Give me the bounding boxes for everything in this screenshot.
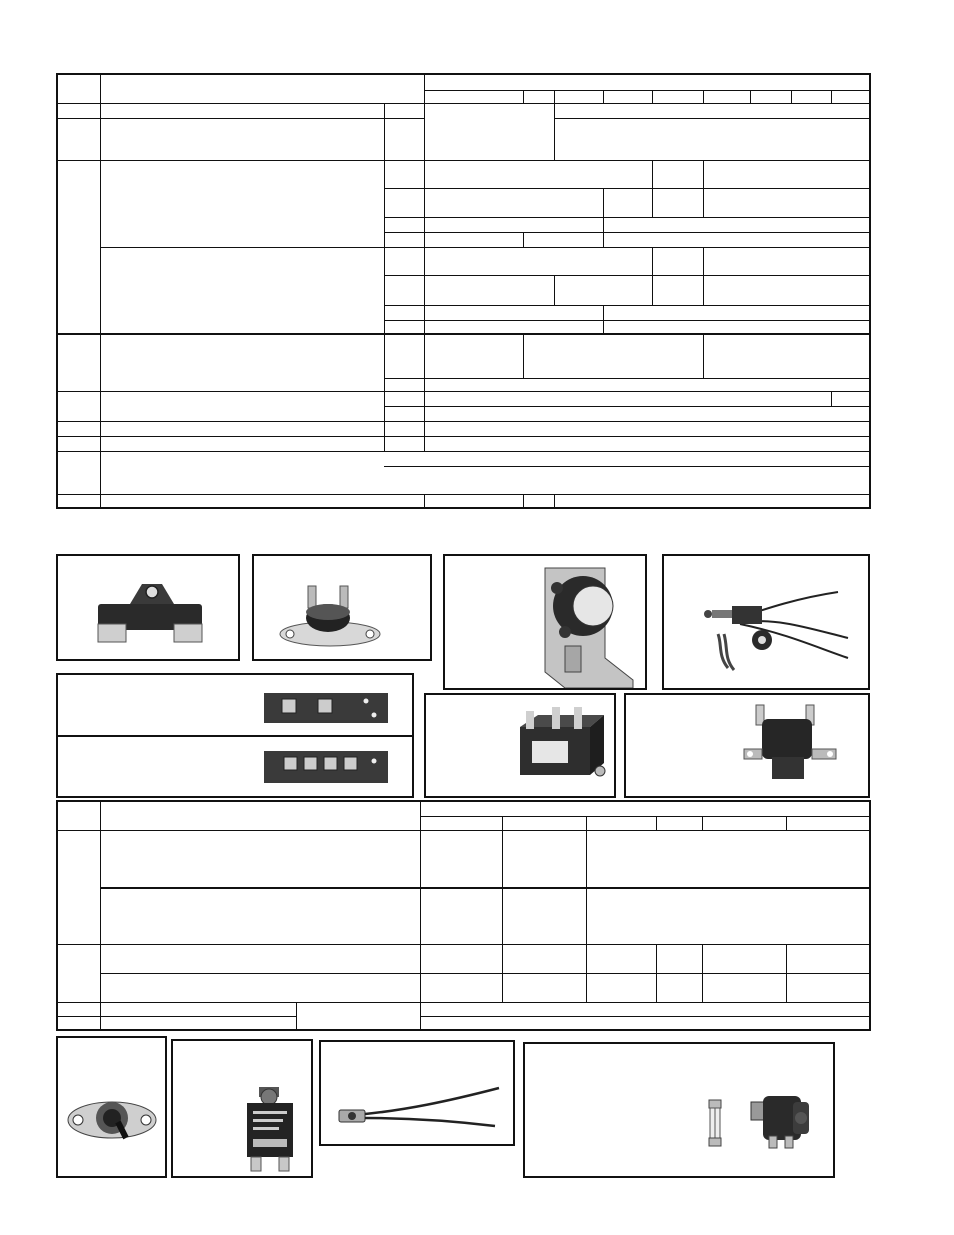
circuit-breaker-photo [171, 1039, 313, 1178]
col-divider [100, 75, 101, 509]
row-divider [58, 451, 871, 452]
col-divider [831, 90, 832, 103]
col-divider [786, 816, 787, 830]
row-divider [420, 816, 871, 817]
col-divider [652, 90, 653, 103]
row-divider [58, 391, 871, 392]
col-divider [523, 494, 524, 509]
col-divider [296, 1002, 297, 1031]
thermal-fuse-icon [90, 578, 210, 648]
col-divider [831, 391, 832, 406]
col-divider [703, 333, 704, 378]
col-divider [502, 816, 503, 1002]
col-divider [703, 247, 704, 305]
row-divider [384, 275, 871, 276]
col-divider [656, 816, 657, 830]
col-divider [652, 160, 653, 217]
thermal-fuse-photo [56, 554, 240, 661]
col-divider [652, 247, 653, 305]
col-divider [420, 802, 421, 1031]
sequencer-icon [742, 703, 838, 787]
col-divider [523, 232, 524, 247]
row-divider [384, 188, 871, 189]
row-divider [384, 217, 871, 218]
col-divider [791, 90, 792, 103]
row-divider [554, 118, 871, 119]
row-divider [384, 378, 871, 379]
row-divider [101, 247, 871, 248]
col-divider [750, 90, 751, 103]
wired-switch-icon [698, 578, 858, 678]
col-divider [554, 494, 555, 509]
row-divider [58, 944, 871, 945]
row-divider [58, 333, 871, 335]
terminal-board-two-photo [262, 689, 392, 727]
terminal-board-icon [262, 689, 392, 727]
terminal-board-four-photo [262, 747, 392, 787]
col-divider [603, 188, 604, 217]
limit-switch-icon [535, 562, 635, 688]
pressure-switch-photo [662, 554, 870, 690]
row-divider [58, 160, 871, 161]
col-divider [384, 103, 385, 451]
panel-divider [58, 735, 414, 737]
col-divider [603, 305, 604, 333]
row-divider [58, 436, 871, 437]
row-divider [384, 320, 871, 321]
col-divider [523, 90, 524, 103]
row-divider [58, 118, 424, 119]
row-divider [58, 103, 871, 104]
col-divider [424, 75, 425, 451]
sensor-lead-icon [335, 1082, 505, 1132]
row-divider [58, 830, 871, 831]
col-divider [586, 816, 587, 1002]
col-divider [424, 494, 425, 509]
row-divider [384, 406, 871, 407]
fuse-holder-icon [749, 1088, 813, 1152]
col-divider [100, 802, 101, 1031]
row-divider [384, 305, 871, 306]
col-divider [603, 90, 604, 103]
breaker-icon [241, 1085, 301, 1175]
terminal-board-icon [262, 747, 392, 787]
row-divider [101, 887, 871, 889]
disc-thermostat-icon [66, 1088, 158, 1148]
bracket-limit-switch-photo [443, 554, 647, 690]
row-divider [384, 466, 871, 467]
lower-spec-table [56, 800, 871, 1031]
fuse-icon [705, 1098, 725, 1148]
fuse-and-holder-photo [523, 1042, 835, 1178]
sensor-lead-photo [319, 1040, 515, 1146]
col-divider [603, 217, 604, 247]
row-divider [58, 421, 871, 422]
row-divider [420, 1016, 871, 1017]
row-divider [384, 232, 871, 233]
col-divider [554, 275, 555, 305]
col-divider [703, 90, 704, 103]
relay-icon [512, 705, 608, 785]
row-divider [424, 90, 871, 91]
row-divider [101, 973, 871, 974]
col-divider [554, 90, 555, 161]
row-divider [58, 1016, 296, 1017]
col-divider [702, 944, 703, 1002]
col-divider [703, 160, 704, 217]
bimetal-thermostat-photo [252, 554, 432, 661]
terminal-board-panel [56, 673, 414, 798]
row-divider [58, 1002, 871, 1003]
upper-spec-table [56, 73, 871, 509]
col-divider [786, 944, 787, 1002]
sequencer-photo [624, 693, 870, 798]
relay-photo [424, 693, 616, 798]
row-divider [58, 494, 871, 495]
disc-thermostat-icon [278, 584, 388, 654]
col-divider [523, 333, 524, 378]
col-divider [702, 816, 703, 830]
flange-thermostat-photo [56, 1036, 167, 1178]
col-divider [656, 944, 657, 1002]
